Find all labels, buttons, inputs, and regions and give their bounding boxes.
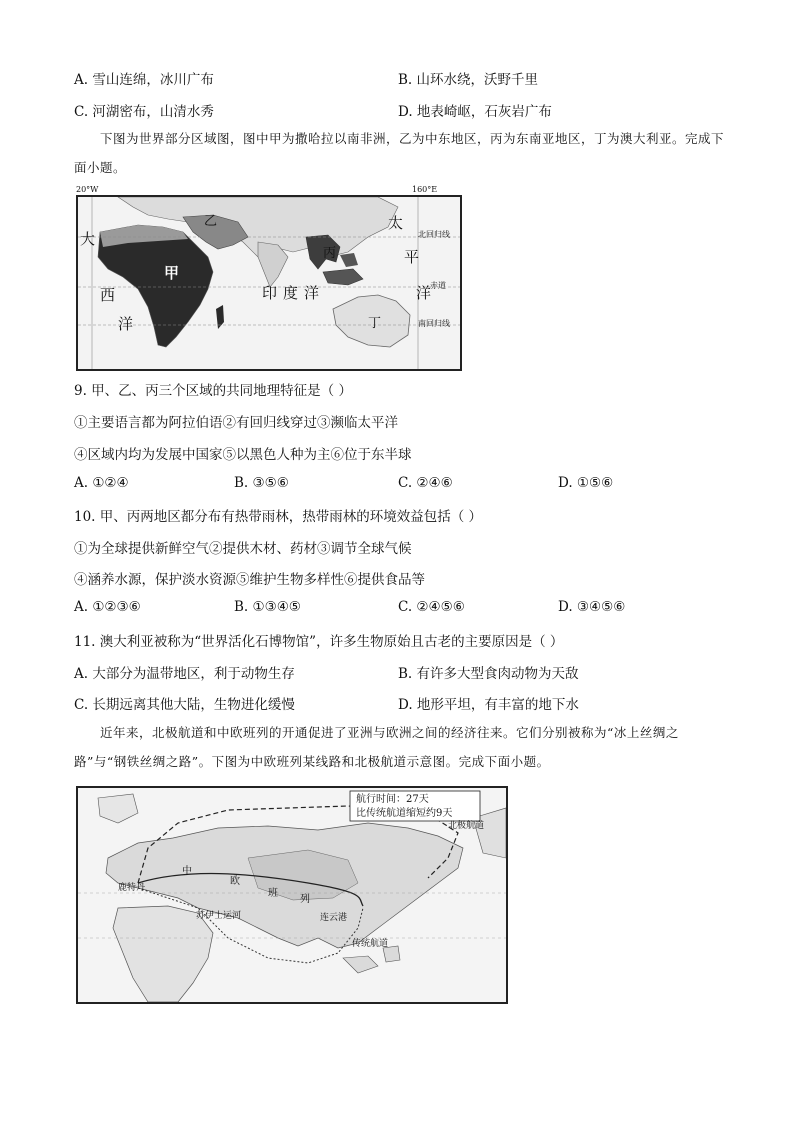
q9-stem: 9. 甲、乙、丙三个区域的共同地理特征是（ ） xyxy=(74,383,352,399)
map1-label-ding: 丁 xyxy=(368,316,382,331)
map2-label-ban: 班 xyxy=(268,888,278,899)
q9-line1: ①主要语言都为阿拉伯语②有回归线穿过③濒临太平洋 xyxy=(74,415,398,431)
q10-line1: ①为全球提供新鲜空气②提供木材、药材③调节全球气候 xyxy=(74,541,412,557)
q9-line2: ④区域内均为发展中国家⑤以黑色人种为主⑥位于东半球 xyxy=(74,447,412,463)
map1-lon-right: 160°E xyxy=(412,185,438,194)
q10-line2: ④涵养水源，保护淡水资源⑤维护生物多样性⑥提供食品等 xyxy=(74,572,425,588)
map1-label-equator: 赤道 xyxy=(430,281,446,290)
map1-label-bing: 丙 xyxy=(323,246,337,261)
q9-option-d: D. ①⑤⑥ xyxy=(558,475,614,491)
map2-label-arctic: 北极航道 xyxy=(448,821,485,831)
map1-label-n-tropic: 北回归线 xyxy=(418,230,450,239)
q11-option-a: A. 大部分为温带地区，利于动物生存 xyxy=(74,666,295,682)
map2-label-lie: 列 xyxy=(300,894,310,905)
map2-label-zhong: 中 xyxy=(182,866,192,877)
q9-option-c: C. ②④⑥ xyxy=(398,475,453,491)
map1-label-tai: 太 xyxy=(388,214,404,232)
q9-option-a: A. ①②④ xyxy=(74,475,129,491)
q11-option-c: C. 长期远离其他大陆，生物进化缓慢 xyxy=(74,697,295,713)
q8-option-c: C. 河湖密布，山清水秀 xyxy=(74,104,214,120)
map2-label-suez: 苏伊士运河 xyxy=(196,911,242,921)
q11-stem: 11. 澳大利亚被称为“世界活化石博物馆”，许多生物原始且古老的主要原因是（ ） xyxy=(74,634,564,650)
q8-option-d: D. 地表崎岖，石灰岩广布 xyxy=(398,104,552,120)
map2-label-traditional: 传统航道 xyxy=(352,939,389,949)
q11-option-d: D. 地形平坦，有丰富的地下水 xyxy=(398,697,579,713)
q10-stem: 10. 甲、丙两地区都分布有热带雨林，热带雨林的环境效益包括（ ） xyxy=(74,509,483,525)
q11-option-b: B. 有许多大型食肉动物为天敌 xyxy=(398,666,579,682)
q10-option-b: B. ①③④⑤ xyxy=(234,599,301,615)
q8-option-b: B. 山环水绕，沃野千里 xyxy=(398,72,539,88)
intro-paragraph-1: 下图为世界部分区域图，图中甲为撒哈拉以南非洲，乙为中东地区，丙为东南亚地区，丁为澳大利亚。完成下面小题。 xyxy=(74,131,725,175)
map2-box-line2: 比传统航道缩短约9天 xyxy=(356,808,453,819)
map1-label-xi: 西 xyxy=(100,286,116,304)
map1-label-s-tropic: 南回归线 xyxy=(418,319,450,328)
map2-box-line1: 航行时间：27天 xyxy=(356,794,429,805)
intro-paragraph-2: 近年来，北极航道和中欧班列的开通促进了亚洲与欧洲之间的经济往来。它们分别被称为“冰上丝绸之路”与“钢铁丝绸之路”。下图为中欧班列某线路和北极航道示意图。完成下面小题。 xyxy=(74,725,679,769)
map1-label-jia: 甲 xyxy=(164,264,180,282)
map1-lon-left: 20°W xyxy=(76,185,99,194)
map1-label-yindu: 印度洋 xyxy=(262,284,326,302)
map1-label-ping: 平 xyxy=(404,248,420,266)
q9-option-b: B. ③⑤⑥ xyxy=(234,475,289,491)
map2-label-rotterdam: 鹿特丹 xyxy=(118,883,146,893)
q10-option-d: D. ③④⑤⑥ xyxy=(558,599,626,615)
map2-label-ou: 欧 xyxy=(230,876,240,887)
q10-option-a: A. ①②③⑥ xyxy=(74,599,141,615)
map1-label-yi: 乙 xyxy=(204,214,218,229)
map1-label-yang2: 洋 xyxy=(416,284,432,302)
map1-label-da: 大 xyxy=(80,230,96,248)
q10-option-c: C. ②④⑤⑥ xyxy=(398,599,465,615)
map2-label-lianyungang: 连云港 xyxy=(320,913,348,923)
map1-label-yang: 洋 xyxy=(118,315,134,333)
q8-option-a: A. 雪山连绵，冰川广布 xyxy=(74,72,214,88)
